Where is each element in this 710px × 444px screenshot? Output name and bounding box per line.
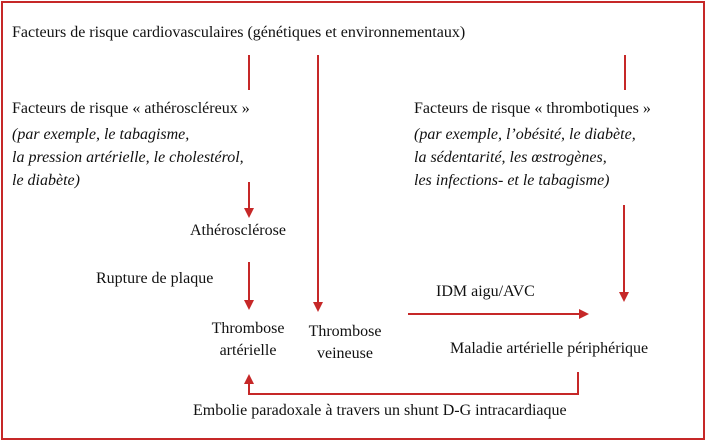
acute-mi-stroke-label: IDM aigu/AVC [436, 283, 535, 300]
atherogenic-example-line: la pression artérielle, le cholestérol, [12, 149, 244, 166]
paradoxical-embolism-label: Embolie paradoxale à travers un shunt D-G intracardiaque [193, 402, 567, 419]
header-title: Facteurs de risque cardiovasculaires (génétiques et environnementaux) [12, 24, 466, 41]
thrombotic-example-line: la sédentarité, les œstrogènes, [414, 149, 607, 166]
atherogenic-example-line: le diabète) [12, 172, 80, 189]
atherogenic-example-line: (par exemple, le tabagisme, [12, 126, 190, 143]
thrombotic-factors-title: Facteurs de risque « thrombotiques » [414, 100, 651, 117]
atherosclerosis-node: Athérosclérose [190, 222, 286, 239]
arterial-thrombosis-line: artérielle [219, 342, 277, 359]
peripheral-arterial-disease-node: Maladie artérielle périphérique [450, 340, 649, 357]
venous-thrombosis-line: Thrombose [308, 323, 382, 340]
thrombotic-example-line: les infections- et le tabagisme) [414, 172, 610, 189]
thrombotic-example-line: (par exemple, l’obésité, le diabète, [414, 126, 636, 143]
atherogenic-factors-title: Facteurs de risque « athéroscléreux » [12, 100, 250, 117]
arterial-thrombosis-line: Thrombose [211, 320, 285, 337]
paradoxical-embolism-loop [249, 372, 578, 394]
venous-thrombosis-line: veineuse [317, 345, 373, 362]
plaque-rupture-node: Rupture de plaque [96, 270, 214, 287]
